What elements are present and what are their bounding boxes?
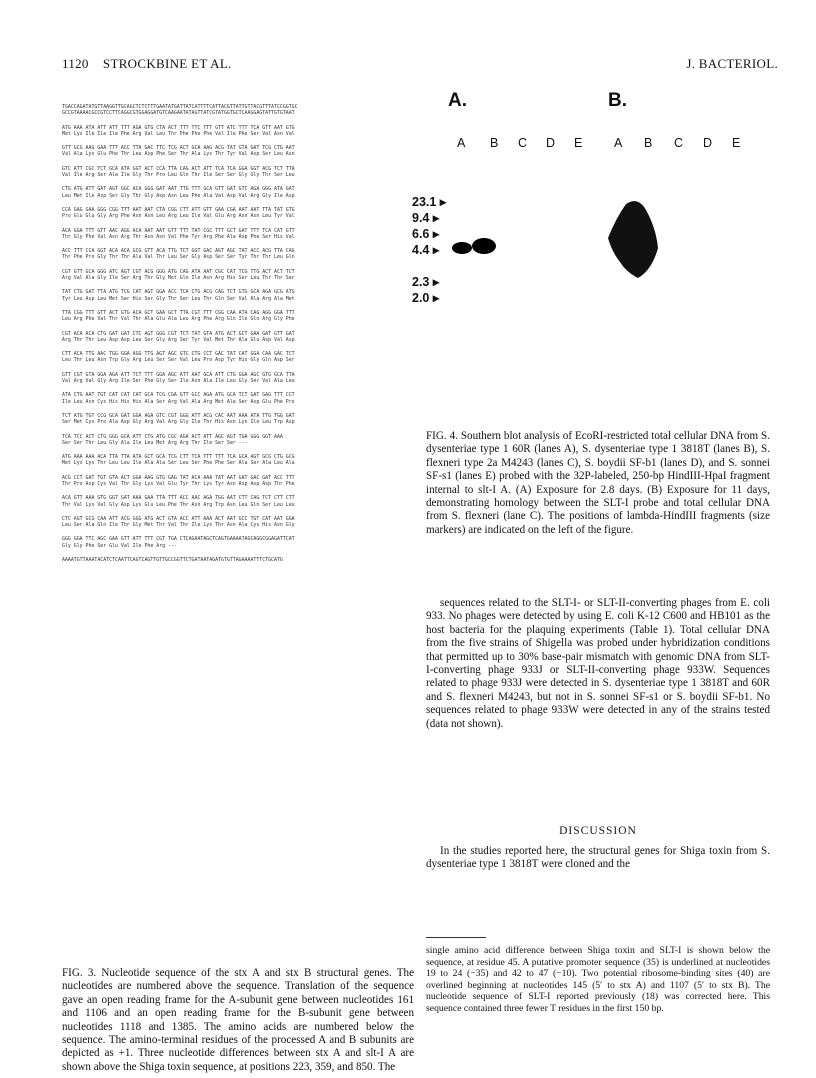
size-marker: 2.0 ▸ [412, 291, 440, 305]
footnote-rule [426, 937, 486, 938]
figure-3-caption-continued: single amino acid difference between Shiga toxin and SLT-I is shown below the sequence, at residue 45. A putative promoter sequence (35) is underlined at nucleotides 19 to 24 (−35) and 42 to 47 (−10). Two potential ribosome-binding sites (40) are overlined beginning at nucleotides 145 (5′ to stx A) and 1107 (5′ to stx B). The nucleotide sequence of SLT-I reported previously (18) was corrected here. This sequence contained three fewer T residues in the first 150 bp. [426, 945, 770, 1014]
amino-acid-line: Val Ile Arg Ser Ala Ile Gly Thr Pro Leu Gln Thr Ile Ser Ser Gly Gly Thr Ser Leu [62, 172, 295, 179]
sequence-row-group [62, 495, 414, 508]
sequence-row-group [62, 207, 414, 220]
nucleotide-line: CTT ACA TTG AAC TGG GGA AGG TTG AGT AGC GTC CTG CCT GAC TAT CAT GGA CAA GAC TCT [62, 351, 295, 358]
page-number: 1120 [62, 56, 89, 71]
size-marker: 9.4 ▸ [412, 211, 440, 225]
journal-name: J. BACTERIOL. [686, 56, 778, 71]
sequence-row-group [62, 289, 414, 302]
amino-acid-line: Met Lys Lys Thr Leu Leu Ile Ala Ala Ser Leu Ser Phe Phe Ser Ala Ser Ala Leu Ala [62, 460, 295, 467]
nucleotide-line: TGACCAGATATGTTAAGGTTGCAGCTCTCTTTGAATATGATTATCATTTTCATTACGTTATTGTTACGTTTATCCGGTGC [62, 104, 298, 110]
nucleotide-line: CCA GAG GAA GGG CGG TTT AAT AAT CTA CGG CTT ATT GTT GAA CGA AAT AAT TTA TAT GTG [62, 206, 295, 213]
nucleotide-line: GTT CGT GTA GGA AGA ATT TCT TTT GGA AGC ATT AAT GCA ATT CTG GGA AGC GTG GCA TTA [62, 371, 295, 378]
amino-acid-line: Arg Val Ala Gly Ile Ser Arg Thr Gly Met Gln Ile Asn Arg His Ser Leu Thr Thr Ser [62, 275, 295, 282]
nucleotide-line: ATA CTG AAT TGT CAT CAT CAT GCA TCG CGA GTT GCC AGA ATG GCA TCT GAT GAG TTT CCT [62, 392, 295, 399]
amino-acid-line: Ser Met Cys Pro Ala Asp Gly Arg Val Arg Gly Ile Thr His Asn Lys Ile Leu Trp Asp [62, 419, 295, 426]
amino-acid-line: Val Ala Lys Glu Phe Thr Leu Asp Phe Ser Thr Ala Lys Thr Tyr Val Asp Ser Leu Asn [62, 151, 295, 158]
amino-acid-line: Leu Ser Ala Gln Ile Thr Gly Met Thr Val Thr Ile Lys Thr Asn Ala Cys His Asn Gly [62, 522, 295, 529]
nucleotide-line: ACG CCT GAT TGT GTA ACT GGA AAG GTG GAG TAT ACA AAA TAT AAT GAT GAC GAT ACC TTT [62, 474, 295, 481]
sequence-row-group [62, 248, 414, 261]
amino-acid-line: Tyr Leu Asp Leu Met Ser His Ser Gly Thr Ser Leu Thr Gln Ser Val Ala Arg Ala Met [62, 295, 295, 302]
nucleotide-line: CGT ACA ACA CTG GAT GAT CTC AGT GGG CGT TCT TAT GTA ATG ACT GCT GAA GAT GTT GAT [62, 330, 295, 337]
nucleotide-line: CTG ATG ATT GAT AGT GGC ACA GGG GAT AAT TTG TTT GCA GTT GAT GTC AGA GGG ATA GAT [62, 186, 295, 193]
nucleotide-line: TCT ATG TGT CCG GCA GAT GGA AGA GTC CGT GGG ATT ACG CAC AAT AAA ATA TTG TGG GAT [62, 412, 295, 419]
blot-bands [412, 86, 772, 396]
nucleotide-line: AAAATGTTAAATACATCTCAATTCAGTCAGTTGTTGCCGGTTCTGATAATAGATGTGTTAGAAAATTTCTGCATG [62, 557, 283, 564]
sequence-row-group [62, 454, 414, 467]
size-marker: 2.3 ▸ [412, 275, 440, 289]
running-authors: STROCKBINE ET AL. [102, 56, 232, 71]
figure-3-caption: FIG. 3. Nucleotide sequence of the stx A and stx B structural genes. The nucleotides are numbered above the sequence. Translation of the sequence gave an open reading frame for the A-subunit gene between nucleotides 161 and 1106 and an open reading frame for the B-subunit gene between nucleotides 1118 and 1385. The amino acids are numbered below the sequence. The amino-terminal residues of the processed A and B subunits are depicted as +1. Three nucleotide differences between stx A and slt-I A are shown above the Shiga toxin sequence, at positions 223, 359, and 850. The [62, 967, 414, 1073]
sequence-row-group [62, 186, 414, 199]
amino-acid-line: Leu Arg Phe Val Thr Val Thr Ala Glu Ala Leu Arg Phe Arg Gln Ile Gln Arg Gly Phe [62, 316, 295, 323]
figure-4-caption: FIG. 4. Southern blot analysis of EcoRI-restricted total cellular DNA from S. dysenteriae type 1 60R (lanes A), S. dysenteriae type 1 3818T (lanes B), S. flexneri type 2a M4243 (lanes C), S. boydii SF-b1 (lanes D), and S. sonnei SF-s1 (lanes E) probed with the 32P-labeled, 250-bp HindIII-HpaI fragment internal to slt-I A. (A) Exposure for 2.8 days. (B) Exposure for 11 days, demonstrating homology between the SLT-I probe and total cellular DNA from S. flexneri (lane C). The positions of lambda-HindIII fragments (size markers) are indicated on the left of the figure. [426, 430, 770, 536]
lane-label: B [490, 136, 499, 150]
nucleotide-line: TTA CGG TTT GTT ACT GTG ACA GCT GAA GCT TTA CGT TTT CGG CAA ATA CAG AGG GGA TTT [62, 309, 295, 316]
band-panel-a-lane-a [452, 242, 472, 254]
discussion-paragraph: In the studies reported here, the structural genes for Shiga toxin from S. dysenteriae type 1 3818T were cloned and the [426, 845, 770, 871]
nucleotide-sequence-figure [62, 104, 414, 966]
lane-label: D [703, 136, 713, 150]
lane-label: D [546, 136, 556, 150]
amino-acid-line: Val Arg Val Gly Arg Ile Ser Phe Gly Ser Ile Asn Ala Ile Leu Gly Ser Val Ala Leu [62, 378, 295, 385]
amino-acid-line: Leu Met Ile Asp Ser Gly Thr Gly Asp Asn Leu Phe Ala Val Asp Val Arg Gly Ile Asp [62, 192, 295, 199]
lane-label: A [614, 136, 623, 150]
amino-acid-line: Arg Thr Thr Leu Asp Asp Leu Ser Gly Arg Ser Tyr Val Met Thr Ala Glu Asp Val Asp [62, 336, 295, 343]
sequence-row-group [62, 269, 414, 282]
discussion-heading: DISCUSSION [559, 825, 637, 837]
sequence-row-group [62, 145, 414, 158]
nucleotide-line: GTT GCG AAG GAA TTT ACC TTA GAC TTC TCG ACT GCA AAG ACG TAT GTA GAT TCG CTG AAT [62, 145, 295, 152]
results-paragraph: sequences related to the SLT-I- or SLT-II-converting phages from E. coli 933. No phages were detected by using E. coli K-12 C600 and HB101 as the host bacteria for the plaquing experiments (Table 1). Total cellular DNA from the five strains of Shigella was probed under hybridization conditions that permitted up to 30% base-pair mismatch with genomic DNA from SLT-I-converting phage 933J or SLT-II-converting phage 933W. Sequences related to phage 933J were detected in S. dysenteriae type 1 3818T and 60R and S. flexneri M4243, but not in S. sonnei SF-s1 or S. boydii SF-b1. No sequences related to phage 933W were detected in any of the strains tested (data not shown). [426, 597, 770, 730]
amino-acid-line: Pro Glu Glu Gly Arg Phe Asn Asn Leu Arg Leu Ile Val Glu Arg Asn Asn Leu Tyr Val [62, 213, 295, 220]
nucleotide-line: ATG AAA AAA ACA TTA TTA ATA GCT GCA TCG CTT TCA TTT TTT TCA GCA AGT GCG CTG GCG [62, 454, 295, 461]
lane-label: C [518, 136, 528, 150]
lane-label: B [644, 136, 653, 150]
running-header-left [62, 56, 232, 72]
amino-acid-line: Thr Pro Asp Cys Val Thr Gly Lys Val Glu Tyr Thr Lys Tyr Asn Asp Asp Asp Thr Phe [62, 480, 295, 487]
nucleotide-line: ATG AAA ATA ATT ATT TTT AGA GTG CTA ACT TTT TTC TTT GTT ATC TTT TCA GTT AAT GTG [62, 124, 295, 131]
amino-acid-line: Met Lys Ile Ile Ile Phe Arg Val Leu Thr Phe Phe Phe Val Ile Phe Ser Val Asn Val [62, 130, 295, 137]
nucleotide-line: ACA GGA TTT GTT AAC AGG ACA AAT AAT GTT TTT TAT CGC TTT GCT GAT TTT TCA CAT GTT [62, 227, 295, 234]
band-panel-a-lane-b [472, 238, 496, 254]
nucleotide-line: GGG GGA TTC AGC GAA GTT ATT TTT CGT TGA CTCAGAATAGCTCAGTGAAAATAGCAGGCGGAGATTCAT [62, 536, 295, 543]
lane-label: C [674, 136, 684, 150]
amino-acid-line: Thr Val Lys Val Gly Asp Lys Glu Leu Phe Thr Asn Arg Trp Asn Leu Gln Ser Leu Leu [62, 501, 295, 508]
lane-label: A [457, 136, 466, 150]
amino-acid-line: Thr Phe Pro Gly Thr Thr Ala Val Thr Leu Ser Gly Asp Ser Ser Tyr Thr Thr Leu Gln [62, 254, 295, 261]
sequence-row-group [62, 125, 414, 138]
sequence-row-group [62, 536, 414, 549]
sequence-row-group [62, 331, 414, 344]
sequence-row-group [62, 475, 414, 488]
sequence-row-group [62, 310, 414, 323]
panel-a-label: A. [448, 90, 467, 111]
sequence-row-group [62, 228, 414, 241]
sequence-row-group [62, 516, 414, 529]
sequence-row-group [62, 557, 414, 563]
amino-acid-line: Leu Thr Leu Asn Trp Gly Arg Leu Ser Ser Val Leu Pro Asp Tyr His Gly Gln Asp Ser [62, 357, 295, 364]
sequence-row-group [62, 413, 414, 426]
sequence-row-group [62, 392, 414, 405]
size-marker: 23.1 ▸ [412, 195, 447, 209]
size-marker: 6.6 ▸ [412, 227, 440, 241]
band-panel-b-lane-b-smear [608, 201, 658, 278]
nucleotide-line: TAT CTG GAT TTA ATG TCG CAT AGT GGA ACC TCA CTG ACG CAG TCT GTG GCA AGA GCG ATG [62, 289, 295, 296]
amino-acid-line: Ser Ser Thr Leu Gly Ala Ile Leu Met Arg Arg Thr Ile Ser Ser --- [62, 439, 248, 446]
nucleotide-line: CTC AGT GCG CAA ATT ACG GGG ATG ACT GTA ACC ATT AAA ACT AAT GCC TGT CAT AAT GGA [62, 515, 295, 522]
nucleotide-line: ACC TTT CCA GGT ACA ACA GCG GTT ACA TTG TCT GGT GAC AGT AGC TAT ACC ACG TTA CAG [62, 248, 295, 255]
sequence-row-group [62, 104, 414, 117]
nucleotide-line: ACA GTT AAA GTG GGT GAT AAA GAA TTA TTT ACC AAC AGA TGG AAT CTT CAG TCT CTT CTT [62, 495, 295, 502]
lane-label: E [732, 136, 741, 150]
sequence-row-group [62, 351, 414, 364]
nucleotide-line: CGT GTT GCA GGG ATC AGT CGT ACG GGG ATG CAG ATA AAT CGC CAT TCG TTG ACT ACT TCT [62, 268, 295, 275]
amino-acid-line: GCCGTAAAACGCCGTCCTTCAGGCGTGGAGGATGTCAAGAATATAGTTATCGTATGGTGCTCAAGGAGTATTGTGTAAT [62, 110, 295, 117]
size-marker: 4.4 ▸ [412, 243, 440, 257]
nucleotide-line: TCA TCC ACT CTG GGG GCA ATT CTG ATG CGC AGA ACT ATT AGC AGT TGA GGG GGT AAA [62, 433, 283, 440]
nucleotide-line: GTC ATT CGC TCT GCA ATA GGT ACT CCA TTA CAG ACT ATT TCA TCA GGA GGT ACG TCT TTA [62, 165, 295, 172]
sequence-row-group [62, 372, 414, 385]
sequence-row-group [62, 166, 414, 179]
amino-acid-line: Ile Leu Asn Cys His His His Ala Ser Arg Val Ala Arg Met Ala Ser Asp Glu Phe Pro [62, 398, 295, 405]
panel-b-label: B. [608, 90, 627, 111]
sequence-row-group [62, 434, 414, 447]
lane-label: E [574, 136, 583, 150]
southern-blot-figure [412, 86, 772, 396]
amino-acid-line: Gly Gly Phe Ser Glu Val Ile Phe Arg --- [62, 542, 177, 549]
amino-acid-line: Thr Gly Phe Val Asn Arg Thr Asn Asn Val Phe Tyr Arg Phe Ala Asp Phe Ser His Val [62, 233, 295, 240]
